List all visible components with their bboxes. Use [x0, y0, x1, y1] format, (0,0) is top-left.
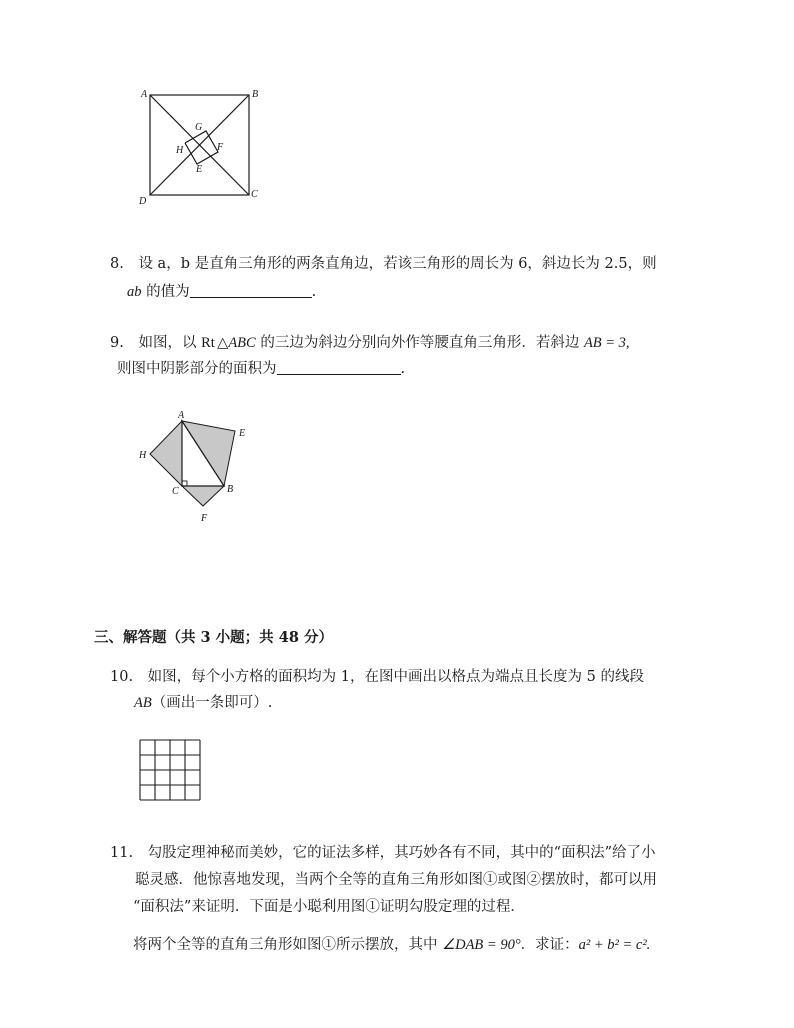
- question-number: 9.: [110, 335, 124, 351]
- question-text: 则图中阴影部分的面积为: [117, 361, 277, 377]
- square-figure: [134, 84, 264, 208]
- label-C: C: [251, 189, 258, 200]
- question-8: [110, 257, 657, 272]
- question-text-b: ．求证：: [520, 937, 579, 953]
- question-text: 的值为: [141, 284, 190, 300]
- question-8-line2: [127, 284, 316, 300]
- label-A: A: [141, 89, 148, 100]
- equation-ab: AB = 3,: [583, 335, 630, 351]
- label-H: H: [139, 450, 147, 461]
- question-number: 11.: [110, 845, 134, 861]
- question-9-line2: [117, 361, 405, 377]
- label-E: E: [196, 164, 203, 175]
- question-text-b: 的三边为斜边分别向外作等腰直角三角形．若斜边: [255, 335, 584, 351]
- var-ab: ab: [127, 284, 142, 300]
- question-11: [110, 846, 656, 861]
- question-11-line4: [133, 938, 650, 953]
- grid-figure[interactable]: [139, 739, 203, 803]
- section-heading: 三、解答题（共 3 小题；共 48 分）: [94, 629, 333, 646]
- question-number: 10.: [110, 669, 134, 685]
- triangle-figure: [130, 405, 260, 527]
- question-11-line2: 聪灵感．他惊喜地发现，当两个全等的直角三角形如图①或图②摆放时，都可以用: [135, 872, 657, 888]
- label-D: D: [139, 196, 147, 207]
- label-B: B: [227, 484, 234, 495]
- label-F: F: [217, 142, 224, 153]
- label-C: C: [172, 486, 179, 497]
- answer-blank[interactable]: [190, 284, 312, 298]
- label-H: H: [176, 145, 184, 156]
- question-text-a: 将两个全等的直角三角形如图①所示摆放，其中: [133, 937, 443, 953]
- var-abc: ABC: [228, 335, 256, 351]
- question-text-a: 如图，以: [138, 335, 202, 351]
- question-text: （画出一条即可）.: [151, 695, 273, 711]
- label-G: G: [195, 122, 203, 133]
- question-9: [110, 336, 630, 351]
- question-11-line3: “面积法”来证明．下面是小聪利用图①证明勾股定理的过程．: [133, 899, 525, 915]
- rt-triangle: Rt △: [201, 335, 229, 351]
- question-10: [110, 670, 644, 685]
- label-A: A: [178, 410, 185, 421]
- label-E: E: [239, 428, 246, 439]
- pythagorean-equation: a² + b² = c².: [578, 937, 651, 953]
- angle-DAB: ∠DAB = 90°: [442, 937, 521, 953]
- question-text: 如图，每个小方格的面积均为 1，在图中画出以格点为端点且长度为 5 的线段: [147, 669, 644, 685]
- period: .: [400, 361, 406, 377]
- var-AB: AB: [134, 695, 152, 711]
- period: .: [311, 284, 317, 300]
- question-number: 8.: [110, 256, 124, 272]
- label-B: B: [252, 89, 259, 100]
- question-text: 勾股定理神秘而美妙，它的证法多样，其巧妙各有不同，其中的“面积法”给了小: [147, 845, 656, 861]
- question-text: 设 a，b 是直角三角形的两条直角边，若该三角形的周长为 6，斜边长为 2.5，则: [138, 256, 657, 272]
- label-F: F: [201, 513, 208, 524]
- question-10-line2: [134, 696, 272, 711]
- answer-blank[interactable]: [277, 361, 401, 375]
